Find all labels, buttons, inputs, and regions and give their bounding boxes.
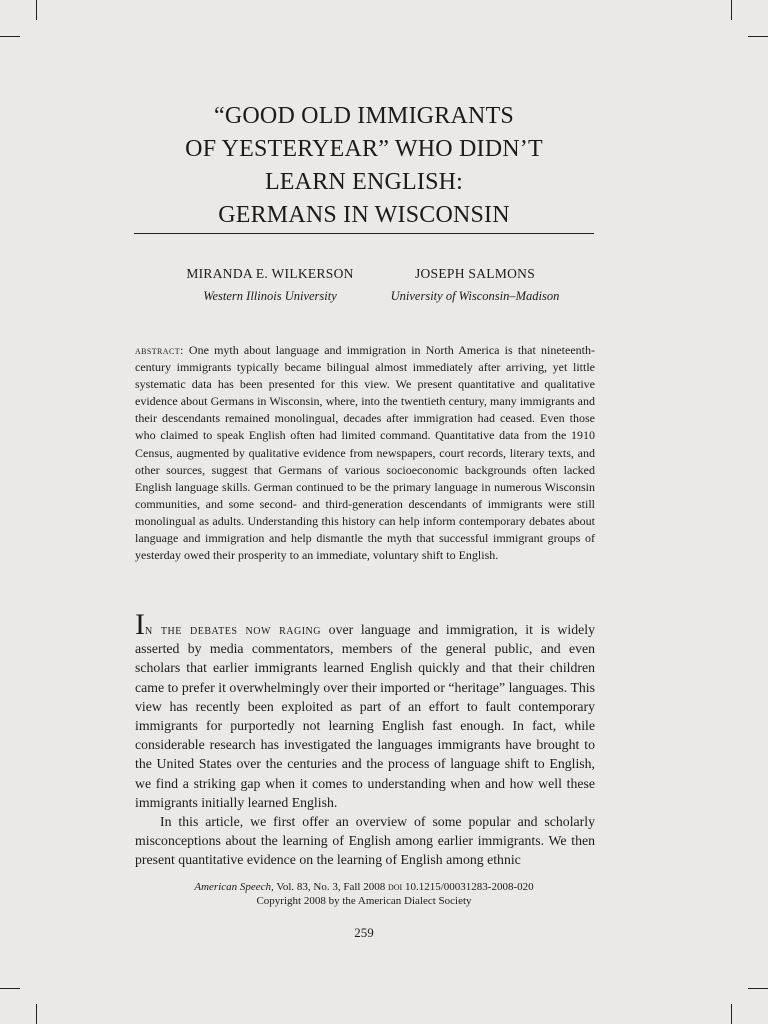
title-rule [134,233,594,234]
crop-mark [36,1004,37,1024]
doi-label: doi [388,881,403,893]
copyright: Copyright 2008 by the American Dialect Society [256,895,472,907]
doi: 10.1215/00031283-2008-020 [402,881,534,893]
title-line: “GOOD OLD IMMIGRANTS [214,103,514,129]
title-line: LEARN ENGLISH: [264,169,464,195]
citation-details: Vol. 83, No. 3, Fall 2008 [273,881,388,893]
article-title [134,100,594,232]
crop-mark [0,36,20,37]
crop-mark [748,988,768,989]
abstract [135,342,595,564]
author-name: MIRANDA E. WILKERSON [186,266,354,281]
author-affiliation: University of Wisconsin–Madison [390,289,560,303]
author-name: JOSEPH SALMONS [414,266,536,281]
journal-name: American Speech, [194,881,274,893]
title-line: OF YESTERYEAR” WHO DIDN’T [185,136,543,162]
abstract-text: One myth about language and immigration in North America is that nineteenth-century immigrants typically became bilingual almost immediately after arriving, yet little systematic data has been presented for this view. We present quantitative and qualitative evidence about Germans in Wisconsin, where, into the twentieth century, many immigrants and their descendants remained monolingual, decades after immigration had ceased. Even those who claimed to speak English often had limited command. Quantitative data from the 1910 Census, augmented by qualitative evidence from newspapers, court records, literary texts, and other sources, suggest that Germans of various socioeconomic backgrounds often lacked English language skills. German continued to be the primary language in numerous Wisconsin communities, and some second- and third-generation descendants of immigrants were still monolingual as adults. Understanding this history can help inform contemporary debates about language and immigration and help dismantle the myth that successful immigrant groups of yesterday owed their prosperity to an immediate, voluntary shift to English. [135,343,595,563]
crop-mark [36,0,37,20]
title-line: GERMANS IN WISCONSIN [218,202,510,228]
body-text [135,608,595,870]
citation-footer [134,880,594,908]
crop-mark [0,988,20,989]
author-affiliation: Western Illinois University [203,289,337,303]
crop-mark [731,1004,732,1024]
author-block [370,265,580,305]
paragraph [135,608,595,812]
paragraph-text: over language and immigration, it is widely asserted by media commentators, members of the general public, and even scholars that earlier immigrants learned English quickly and that their children came to prefer it overwhelmingly over their imported or “heritage” languages. This view has recently been exploited as part of an effort to fault contemporary immigrants for purportedly not learning English fast enough. In fact, while considerable research has investigated the languages immigrants have brought to the United States over the centuries and the process of language shift to English, we find a striking gap when it comes to understanding when and how well these immigrants initially learned English. [135,622,595,810]
author-block [170,265,370,305]
abstract-label: abstract: [135,343,184,357]
lead-in: n the debates now raging [145,622,321,637]
paragraph: In this article, we first offer an overview of some popular and scholarly misconceptions about the learning of English among earlier immigrants. We then present quantitative evidence on the learning of English among ethnic [135,814,595,868]
drop-cap: I [135,608,145,641]
crop-mark [748,36,768,37]
page-number: 259 [354,925,374,940]
citation-line [134,880,594,894]
crop-mark [731,0,732,20]
